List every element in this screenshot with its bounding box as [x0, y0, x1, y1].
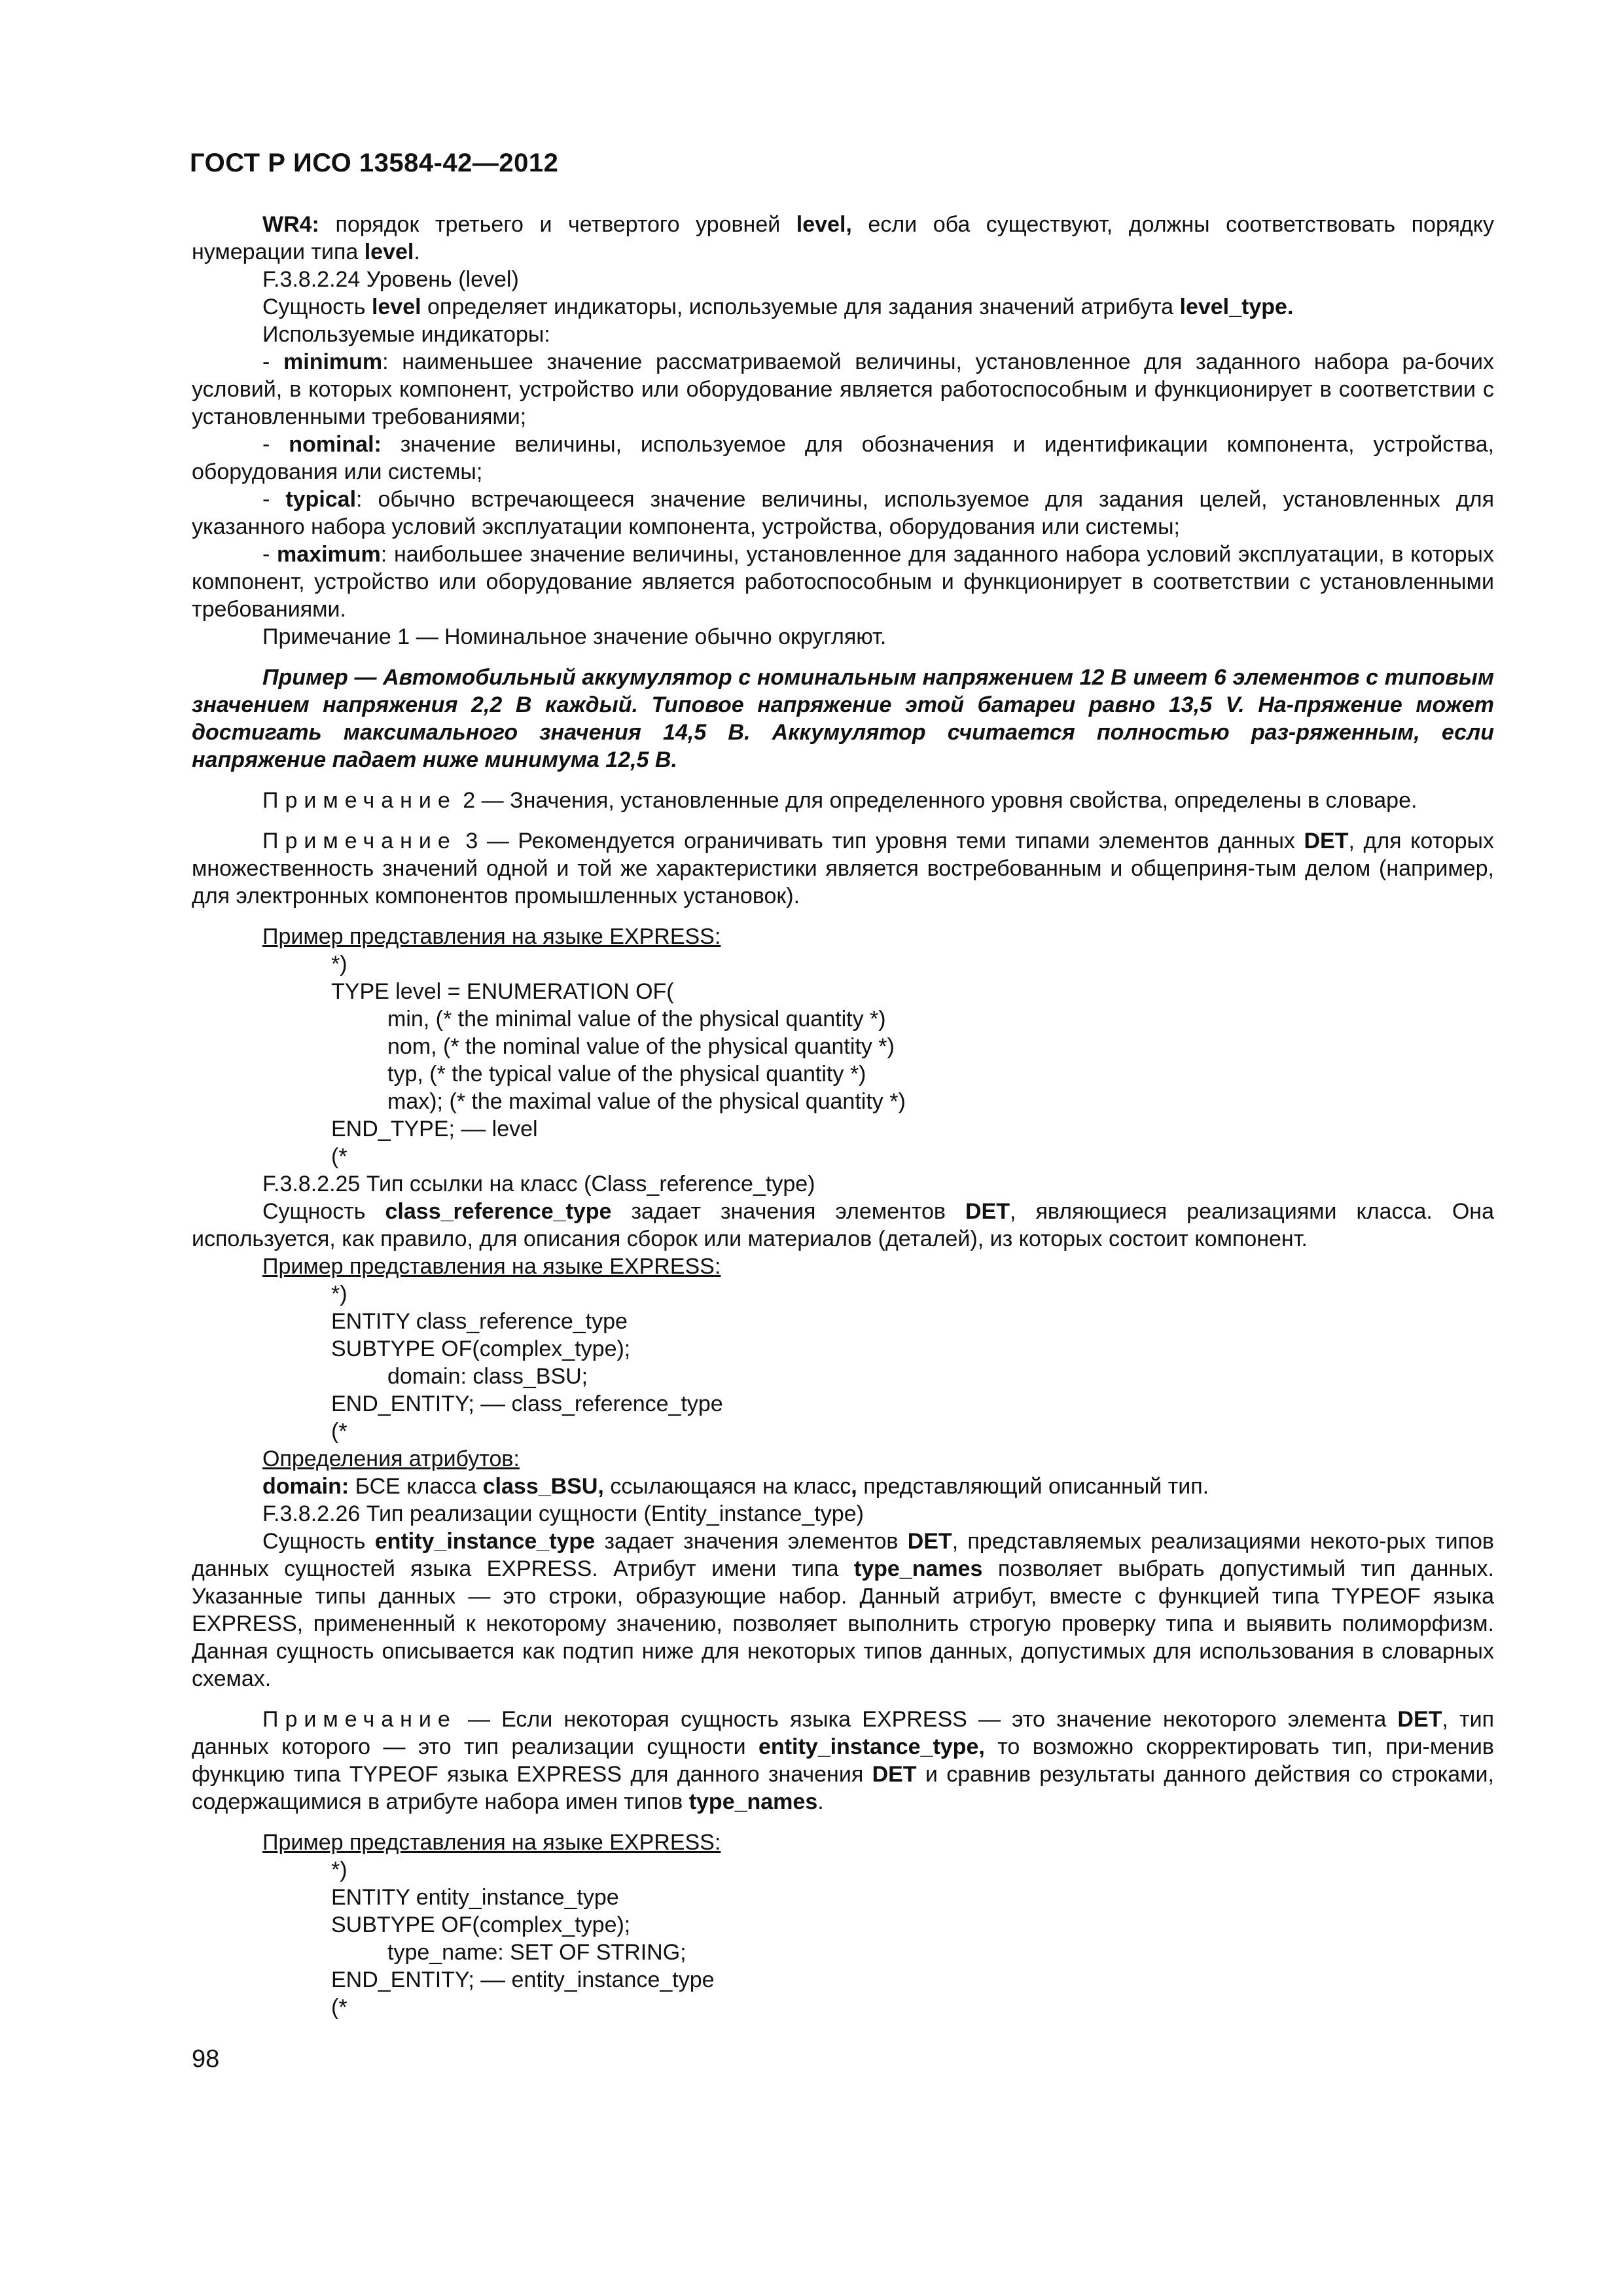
code-line: END_ENTITY; –– class_reference_type — [331, 1391, 723, 1416]
level-description: Сущность level определяет индикаторы, используемые для задания значений атрибута level_type. — [262, 295, 1294, 319]
page-header-title: ГОСТ Р ИСО 13584-42—2012 — [190, 149, 559, 177]
note-4: Примечание — Если некоторая сущность языка EXPRESS — это значение некоторого элемента DET, тип данных которого — это тип реализации сущности entity_instance_type, то возможно скорректировать тип, при-менив функцию типа TYPEOF языка EXPRESS для данного значения DET и сравнив результаты данного действия со строками, содержащимися в атрибуте набора имен типов type_names. — [192, 1707, 1495, 1814]
code-line: domain: class_BSU; — [387, 1364, 588, 1389]
section-heading-f26: F.3.8.2.26 Тип реализации сущности (Entity_instance_type) — [262, 1501, 864, 1526]
code-line: (* — [331, 1144, 348, 1169]
express-example-label-1: Пример представления на языке EXPRESS: — [262, 924, 721, 949]
code-line: (* — [331, 1995, 348, 2020]
page-number: 98 — [192, 2045, 220, 2073]
wr4-rule: WR4: порядок третьего и четвертого уровней level, если оба существуют, должны соответствовать порядку нумерации типа level. — [192, 212, 1494, 264]
express-code-block-class-reference — [192, 1280, 1494, 1445]
section-heading-f25: F.3.8.2.25 Тип ссылки на класс (Class_reference_type) — [262, 1172, 815, 1196]
indicator-minimum: - minimum: наименьшее значение рассматриваемой величины, установленное для заданного набора ра-бочих условий, в которых компонент, устройство или оборудование является работоспособным и функционирует в соответствии с установленными требованиями; — [192, 350, 1494, 429]
indicator-maximum: - maximum: наибольшее значение величины, установленное для заданного набора условий эксплуатации, в которых компонент, устройство или оборудование является работоспособным и функционирует в соответствии с установленными требованиями. — [192, 542, 1494, 622]
indicators-intro: Используемые индикаторы: — [262, 322, 550, 347]
note-3: Примечание 3 — Рекомендуется ограничивать тип уровня теми типами элементов данных DET, для которых множественность значений одной и той же характеристики является востребованным и общеприня-тым делом (например, для электронных компонентов промышленных установок). — [192, 829, 1494, 908]
domain-definition: domain: БСЕ класса class_BSU, ссылающаяся на класс, представляющий описанный тип. — [262, 1474, 1209, 1499]
code-line: type_name: SET OF STRING; — [387, 1940, 687, 1965]
code-line: min, (* the minimal value of the physical quantity *) — [387, 1007, 886, 1031]
code-line: *) — [331, 952, 348, 977]
indicator-nominal: - nominal: значение величины, используемое для обозначения и идентификации компонента, устройства, оборудования или системы; — [192, 432, 1494, 484]
code-line: *) — [331, 1282, 348, 1306]
code-line: max); (* the maximal value of the physical quantity *) — [387, 1089, 906, 1114]
attribute-definitions-label: Определения атрибутов: — [262, 1446, 520, 1471]
page-body — [192, 211, 1494, 2021]
code-line: END_ENTITY; –– entity_instance_type — [331, 1967, 715, 1992]
express-code-block-entity-instance — [192, 1856, 1494, 2021]
code-line: *) — [331, 1857, 348, 1882]
code-line: END_TYPE; –– level — [331, 1117, 538, 1141]
entity-instance-description: Сущность entity_instance_type задает значения элементов DET, представляемых реализациями некото-рых типов данных сущностей языка EXPRESS. Атрибут имени типа type_names позволяет выбрать допустимый тип данных. Указанные типы данных — это строки, образующие набор. Данный атрибут, вместе с функцией типа TYPEOF языка EXPRESS, примененный к некоторому значению, позволяет выполнить строгую проверку типа и выявить полиморфизм. Данная сущность описывается как подтип ниже для некоторых типов данных, допустимых для использования в словарных схемах. — [192, 1529, 1494, 1691]
express-example-label-2: Пример представления на языке EXPRESS: — [262, 1254, 721, 1279]
class-reference-description: Сущность class_reference_type задает значения элементов DET, являющиеся реализациями класса. Она используется, как правило, для описания сборок или материалов (деталей), из которых состоит компонент. — [192, 1199, 1494, 1251]
code-line: (* — [331, 1419, 348, 1444]
section-heading-f24: F.3.8.2.24 Уровень (level) — [262, 267, 519, 292]
code-line: SUBTYPE OF(complex_type); — [331, 1336, 631, 1361]
indicator-typical: - typical: обычно встречающееся значение величины, используемое для задания целей, установленных для указанного набора условий эксплуатации компонента, устройства, оборудования или системы; — [192, 487, 1494, 539]
note-1: Примечание 1 — Номинальное значение обычно округляют. — [262, 624, 887, 649]
code-line: SUBTYPE OF(complex_type); — [331, 1912, 631, 1937]
note-2: Примечание 2 — Значения, установленные для определенного уровня свойства, определены в словаре. — [262, 788, 1418, 813]
code-line: typ, (* the typical value of the physical quantity *) — [387, 1062, 866, 1086]
code-line: ENTITY class_reference_type — [331, 1309, 628, 1334]
code-line: nom, (* the nominal value of the physical quantity *) — [387, 1034, 895, 1059]
code-line: ENTITY entity_instance_type — [331, 1885, 619, 1910]
express-code-block-level — [192, 950, 1494, 1170]
example-battery: Пример — Автомобильный аккумулятор с номинальным напряжением 12 В имеет 6 элементов с типовым значением напряжения 2,2 В каждый. Типовое напряжение этой батареи равно 13,5 V. На-пряжение может достигать максимального значения 14,5 В. Аккумулятор считается полностью раз-ряженным, если напряжение падает ниже минимума 12,5 В. — [192, 665, 1494, 772]
express-example-label-3: Пример представления на языке EXPRESS: — [262, 1830, 721, 1855]
code-line: TYPE level = ENUMERATION OF( — [331, 979, 674, 1004]
